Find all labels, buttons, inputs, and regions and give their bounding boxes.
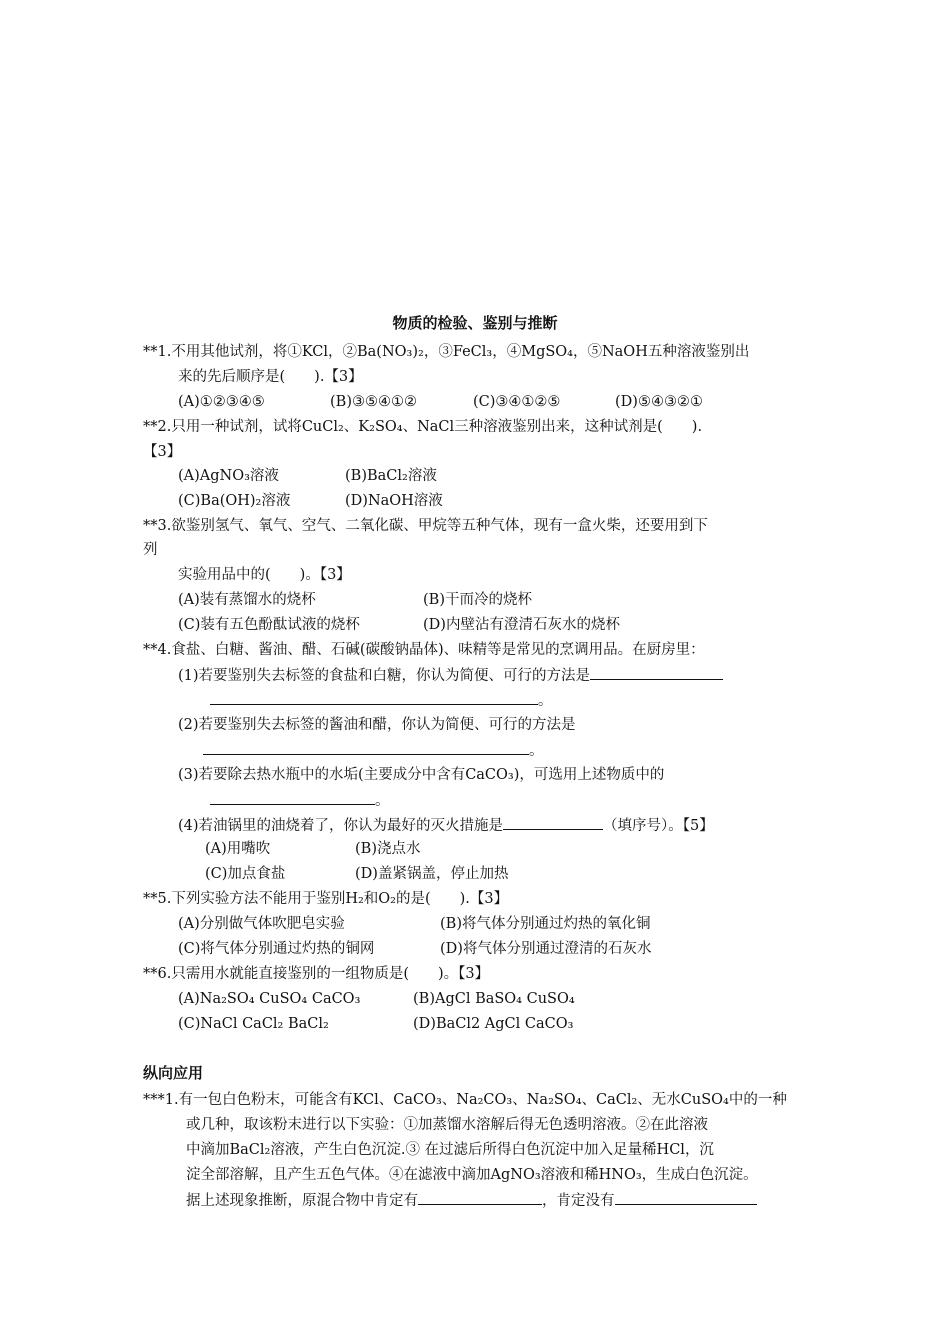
v1-blank-present[interactable] bbox=[418, 1188, 542, 1205]
q1-option-d: (D)⑤④③②① bbox=[615, 394, 703, 410]
q3-option-b: (B)干而冷的烧杯 bbox=[423, 592, 532, 608]
q1-option-a: (A)①②③④⑤ bbox=[178, 394, 265, 410]
v1-stem-l2: 或几种，取该粉末进行以下实验：①加蒸馏水溶解后得无色透明溶液。②在此溶液 bbox=[186, 1117, 708, 1133]
q4-sub2-period: 。 bbox=[529, 743, 544, 759]
q6-option-b: (B)AgCl BaSO₄ CuSO₄ bbox=[413, 991, 575, 1007]
v1-stem-l3: 中滴加BaCl₂溶液，产生白色沉淀.③ 在过滤后所得白色沉淀中加入足量稀HCl，沉 bbox=[186, 1142, 714, 1158]
q1-option-c: (C)③④①②⑤ bbox=[473, 394, 561, 410]
q3-option-a: (A)装有蒸馏水的烧杯 bbox=[178, 592, 316, 608]
q4-sub2-blank[interactable] bbox=[203, 738, 529, 755]
q4-sub3: (3)若要除去热水瓶中的水垢(主要成分中含有CaCO₃)，可选用上述物质中的 bbox=[178, 767, 665, 783]
q2-stem-cont: 【3】 bbox=[143, 444, 182, 460]
v1-blank-absent[interactable] bbox=[615, 1188, 757, 1205]
q4-sub2-cont bbox=[203, 738, 544, 763]
q1-stem-cont: 来的先后顺序是( ).【3】 bbox=[178, 369, 363, 385]
q2-stem: **2.只用一种试剂，试将CuCl₂、K₂SO₄、NaCl三种溶液鉴别出来，这种试剂是( ). bbox=[143, 419, 703, 435]
v1-stem-l5 bbox=[186, 1188, 757, 1213]
q2-option-d: (D)NaOH溶液 bbox=[345, 493, 443, 509]
q4-sub1-period: 。 bbox=[538, 693, 553, 709]
q4-sub3-period: 。 bbox=[375, 793, 390, 809]
q4-sub4-text: (4)若油锅里的油烧着了，你认为最好的灭火措施是 bbox=[178, 818, 504, 834]
q5-stem: **5.下列实验方法不能用于鉴别H₂和O₂的是( ).【3】 bbox=[143, 891, 509, 907]
q1-stem: **1.不用其他试剂，将①KCl，②Ba(NO₃)₂，③FeCl₃，④MgSO₄，⑤NaOH五种溶液鉴别出 bbox=[143, 344, 750, 360]
section-heading: 纵向应用 bbox=[143, 1064, 204, 1082]
q5-option-a: (A)分别做气体吹肥皂实验 bbox=[178, 916, 345, 932]
q2-option-b: (B)BaCl₂溶液 bbox=[345, 468, 437, 484]
q6-stem: **6.只需用水就能直接鉴别的一组物质是( )。【3】 bbox=[143, 966, 490, 982]
v1-l5-mid: ，肯定没有 bbox=[542, 1193, 615, 1209]
q6-option-a: (A)Na₂SO₄ CuSO₄ CaCO₃ bbox=[178, 991, 361, 1007]
q4-sub1-text: (1)若要鉴别失去标签的食盐和白糖，你认为简便、可行的方法是 bbox=[178, 668, 591, 684]
q5-option-c: (C)将气体分别通过灼热的铜网 bbox=[178, 941, 375, 957]
q4-sub3-blank[interactable] bbox=[210, 788, 375, 805]
q2-option-c: (C)Ba(OH)₂溶液 bbox=[178, 493, 291, 509]
q4-sub4-blank[interactable] bbox=[503, 813, 603, 830]
q6-option-d: (D)BaCl2 AgCl CaCO₃ bbox=[413, 1016, 574, 1032]
q4-sub4-tail: （填序号）。【5】 bbox=[603, 818, 714, 834]
q4-option-c: (C)加点食盐 bbox=[205, 866, 286, 882]
page-title: 物质的检验、鉴别与推断 bbox=[392, 314, 558, 332]
q3-stem: **3.欲鉴别氢气、氧气、空气、二氧化碳、甲烷等五种气体，现有一盒火柴，还要用到下 bbox=[143, 518, 708, 534]
q4-stem: **4.食盐、白糖、酱油、醋、石碱(碳酸钠晶体)、味精等是常见的烹调用品。在厨房里： bbox=[143, 642, 705, 658]
q3-option-d: (D)内壁沾有澄清石灰水的烧杯 bbox=[423, 617, 620, 633]
q4-option-b: (B)浇点水 bbox=[355, 841, 421, 857]
q4-sub4 bbox=[178, 813, 714, 838]
q5-option-d: (D)将气体分别通过澄清的石灰水 bbox=[440, 941, 652, 957]
v1-stem-l4: 淀全部溶解，且产生五色气体。④在滤液中滴加AgNO₃溶液和稀HNO₃，生成白色沉淀。 bbox=[186, 1167, 758, 1183]
q4-sub1-blank2[interactable] bbox=[210, 688, 538, 705]
q4-sub1-cont bbox=[210, 688, 553, 713]
v1-l5-text: 据上述现象推断，原混合物中肯定有 bbox=[186, 1193, 418, 1209]
q3-stem-cont: 列 bbox=[143, 542, 158, 558]
q6-option-c: (C)NaCl CaCl₂ BaCl₂ bbox=[178, 1016, 329, 1032]
q5-option-b: (B)将气体分别通过灼热的氧化铜 bbox=[440, 916, 651, 932]
q4-sub3-cont bbox=[210, 788, 390, 813]
q4-option-a: (A)用嘴吹 bbox=[205, 841, 271, 857]
q1-option-b: (B)③⑤④①② bbox=[330, 394, 417, 410]
q2-option-a: (A)AgNO₃溶液 bbox=[178, 468, 279, 484]
q3-stem-cont2: 实验用品中的( )。【3】 bbox=[178, 567, 351, 583]
q3-option-c: (C)装有五色酚酞试液的烧杯 bbox=[178, 617, 360, 633]
q4-sub1-blank[interactable] bbox=[590, 663, 723, 680]
q4-option-d: (D)盖紧锅盖，停止加热 bbox=[355, 866, 509, 882]
v1-stem: ***1.有一包白色粉末，可能含有KCl、CaCO₃、Na₂CO₃、Na₂SO₄、CaCl₂、无水CuSO₄中的一种 bbox=[143, 1092, 787, 1108]
q4-sub2: (2)若要鉴别失去标签的酱油和醋，你认为简便、可行的方法是 bbox=[178, 717, 576, 733]
q4-sub1 bbox=[178, 663, 723, 688]
